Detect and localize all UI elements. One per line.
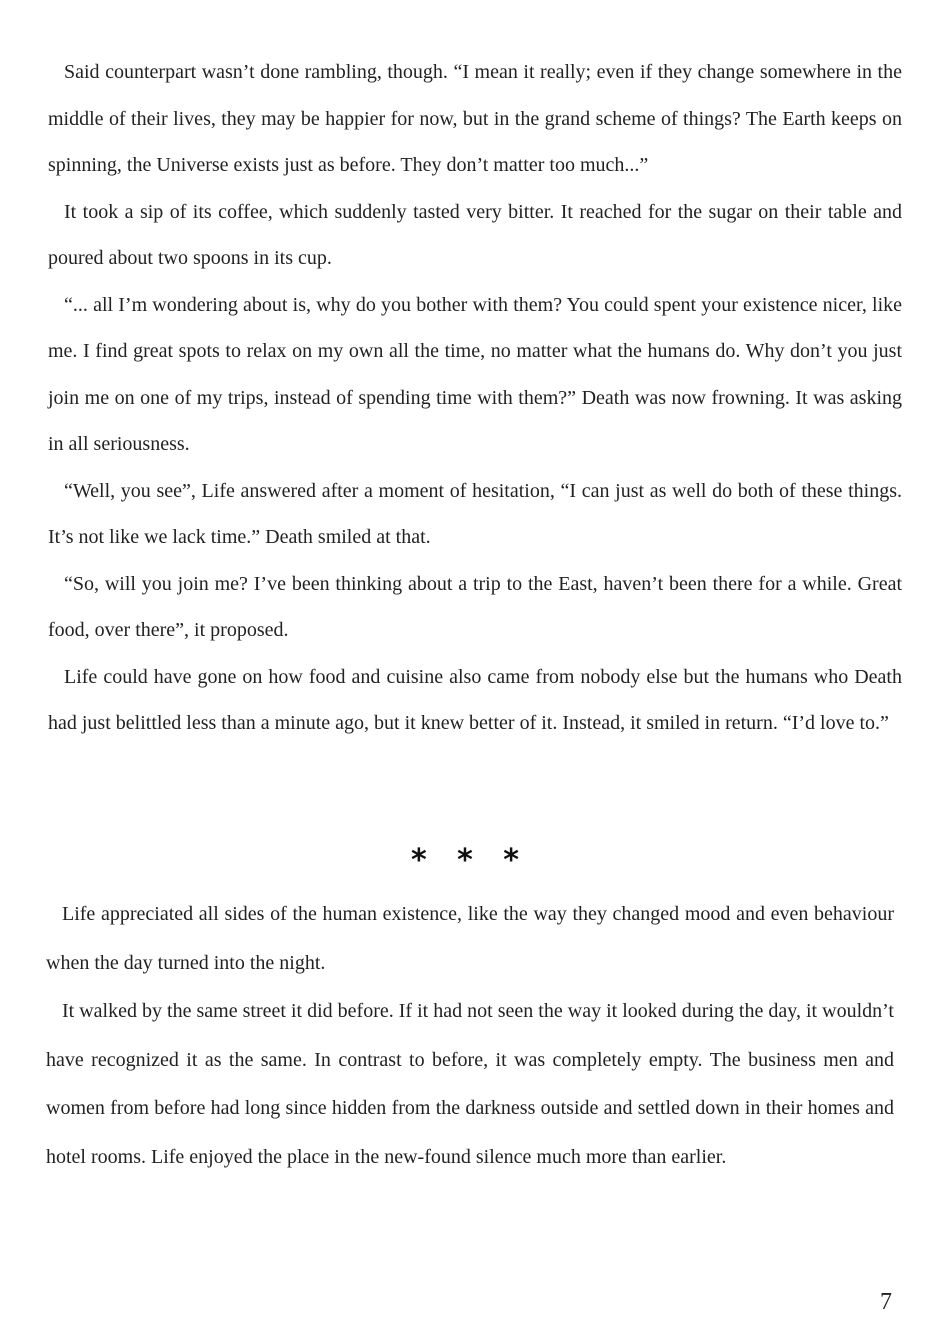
text-section-after-break [46, 890, 894, 1181]
paragraph: “... all I’m wondering about is, why do you bother with them? You could spent your existence nicer, like me. I find great spots to relax on my own all the time, no matter what the humans do. Why don’t you just join me on one of my trips, instead of spending time with them?” Death was now frowning. It was asking in all seriousness. [48, 293, 902, 455]
paragraph: “So, will you join me? I’ve been thinking about a trip to the East, haven’t been there for a while. Great food, over there”, it proposed. [48, 572, 902, 641]
paragraph: Life could have gone on how food and cuisine also came from nobody else but the humans who Death had just belittled less than a minute ago, but it knew better of it. Instead, it smiled in return. “I’d love to.” [48, 665, 902, 734]
paragraph: Life appreciated all sides of the human existence, like the way they changed mood and even behaviour when the day turned into the night. [46, 903, 894, 974]
paragraph: It walked by the same street it did before. If it had not seen the way it looked during the day, it wouldn’t have recognized it as the same. In contrast to before, it was completely empty. The business men and women from before had long since hidden from the darkness outside and settled down in their homes and hotel rooms. Life enjoyed the place in the new-found silence much more than earlier. [46, 1000, 894, 1168]
paragraph: It took a sip of its coffee, which suddenly tasted very bitter. It reached for the sugar on their table and poured about two spoons in its cup. [48, 200, 902, 269]
text-section-before-break [48, 49, 902, 747]
paragraph: Said counterpart wasn’t done rambling, though. “I mean it really; even if they change somewhere in the middle of their lives, they may be happier for now, but in the grand scheme of things? The Earth keeps on spinning, the Universe exists just as before. They don’t matter too much...” [48, 61, 902, 176]
paragraph: “Well, you see”, Life answered after a moment of hesitation, “I can just as well do both of these things. It’s not like we lack time.” Death smiled at that. [48, 479, 902, 548]
scene-break-asterisks: * * * [411, 843, 529, 878]
page-number: 7 [880, 1289, 892, 1315]
